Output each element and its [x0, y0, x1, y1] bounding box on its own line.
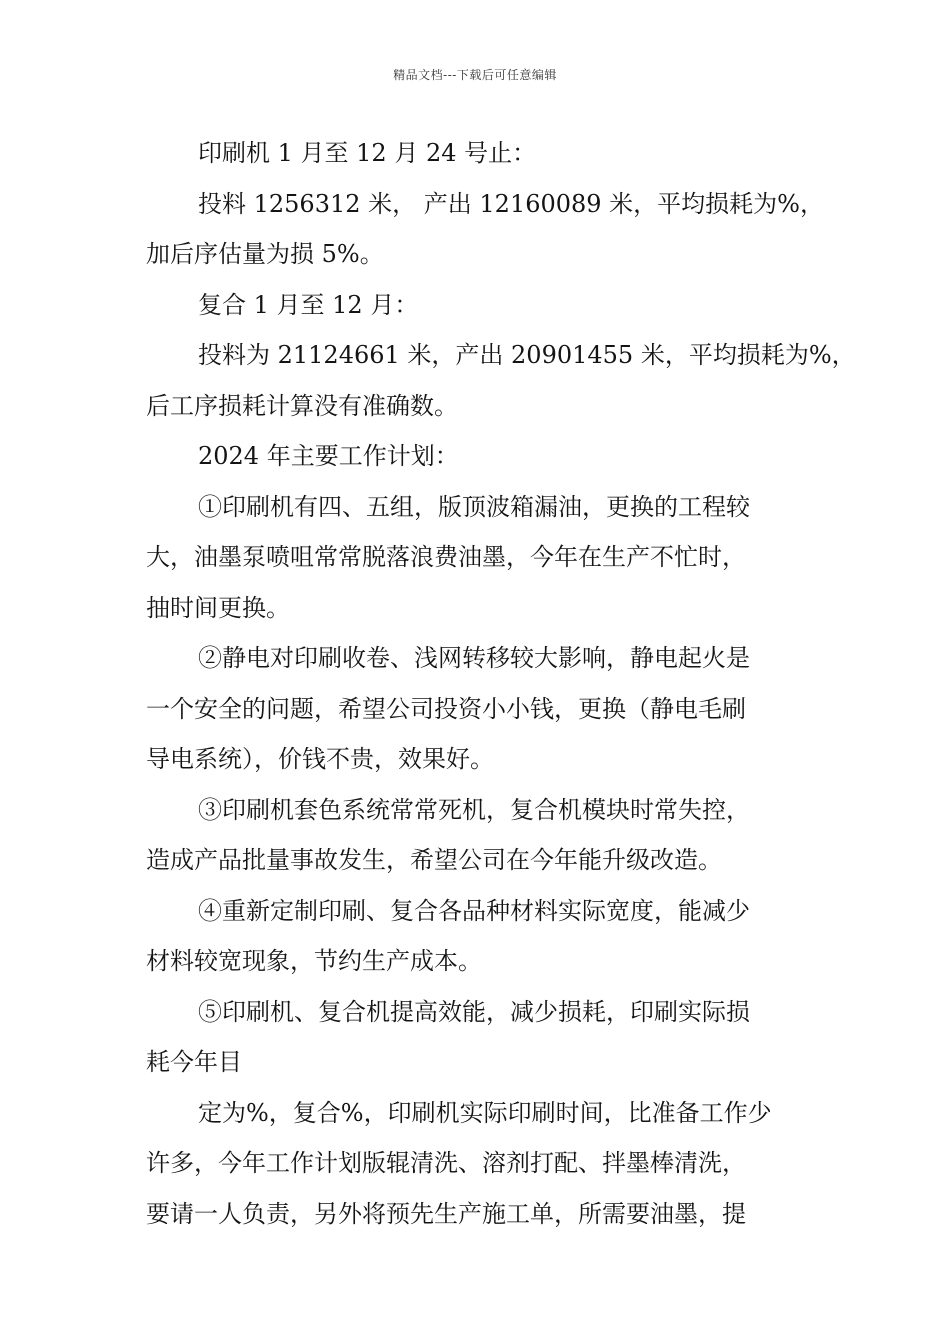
text-line: 要请一人负责，另外将预先生产施工单，所需要油墨，提 [146, 1199, 746, 1228]
text-line: 定为%，复合%，印刷机实际印刷时间，比准备工作少 [198, 1098, 772, 1127]
text-line: 导电系统），价钱不贵，效果好。 [146, 745, 494, 773]
text-line: 复合 1 月至 12 月： [198, 290, 419, 319]
document-body [146, 128, 856, 1239]
text-line: ③印刷机套色系统常常死机，复合机模块时常失控， [198, 795, 750, 824]
text-line: 耗今年目 [146, 1048, 242, 1076]
text-line: 2024 年主要工作计划： [198, 442, 459, 470]
text-line: 造成产品批量事故发生，希望公司在今年能升级改造。 [146, 846, 722, 874]
page-header: 精品文档---下载后可任意编辑 [393, 68, 557, 82]
text-line: 印刷机 1 月至 12 月 24 号止： [198, 139, 537, 167]
text-line: 材料较宽现象，节约生产成本。 [146, 947, 482, 975]
text-line: 抽时间更换。 [146, 593, 290, 622]
text-line: 投料 1256312 米， 产出 12160089 米，平均损耗为%， [198, 189, 824, 218]
text-line: 加后序估量为损 5%。 [146, 240, 384, 268]
text-line: ④重新定制印刷、复合各品种材料实际宽度，能减少 [198, 896, 750, 925]
text-line: 投料为 21124661 米，产出 20901455 米，平均损耗为%， [198, 341, 856, 369]
text-line: 大，油墨泵喷咀常常脱落浪费油墨，今年在生产不忙时， [146, 543, 746, 571]
text-line: 后工序损耗计算没有准确数。 [146, 391, 458, 420]
text-line: 一个安全的问题，希望公司投资小小钱，更换（静电毛刷 [146, 694, 746, 723]
text-line: ⑤印刷机、复合机提高效能，减少损耗，印刷实际损 [198, 997, 750, 1026]
text-line: ②静电对印刷收卷、浅网转移较大影响，静电起火是 [198, 644, 750, 672]
text-line: 许多，今年工作计划版辊清洗、溶剂打配、拌墨棒清洗， [146, 1149, 746, 1177]
text-line: ①印刷机有四、五组，版顶波箱漏油，更换的工程较 [198, 492, 750, 521]
